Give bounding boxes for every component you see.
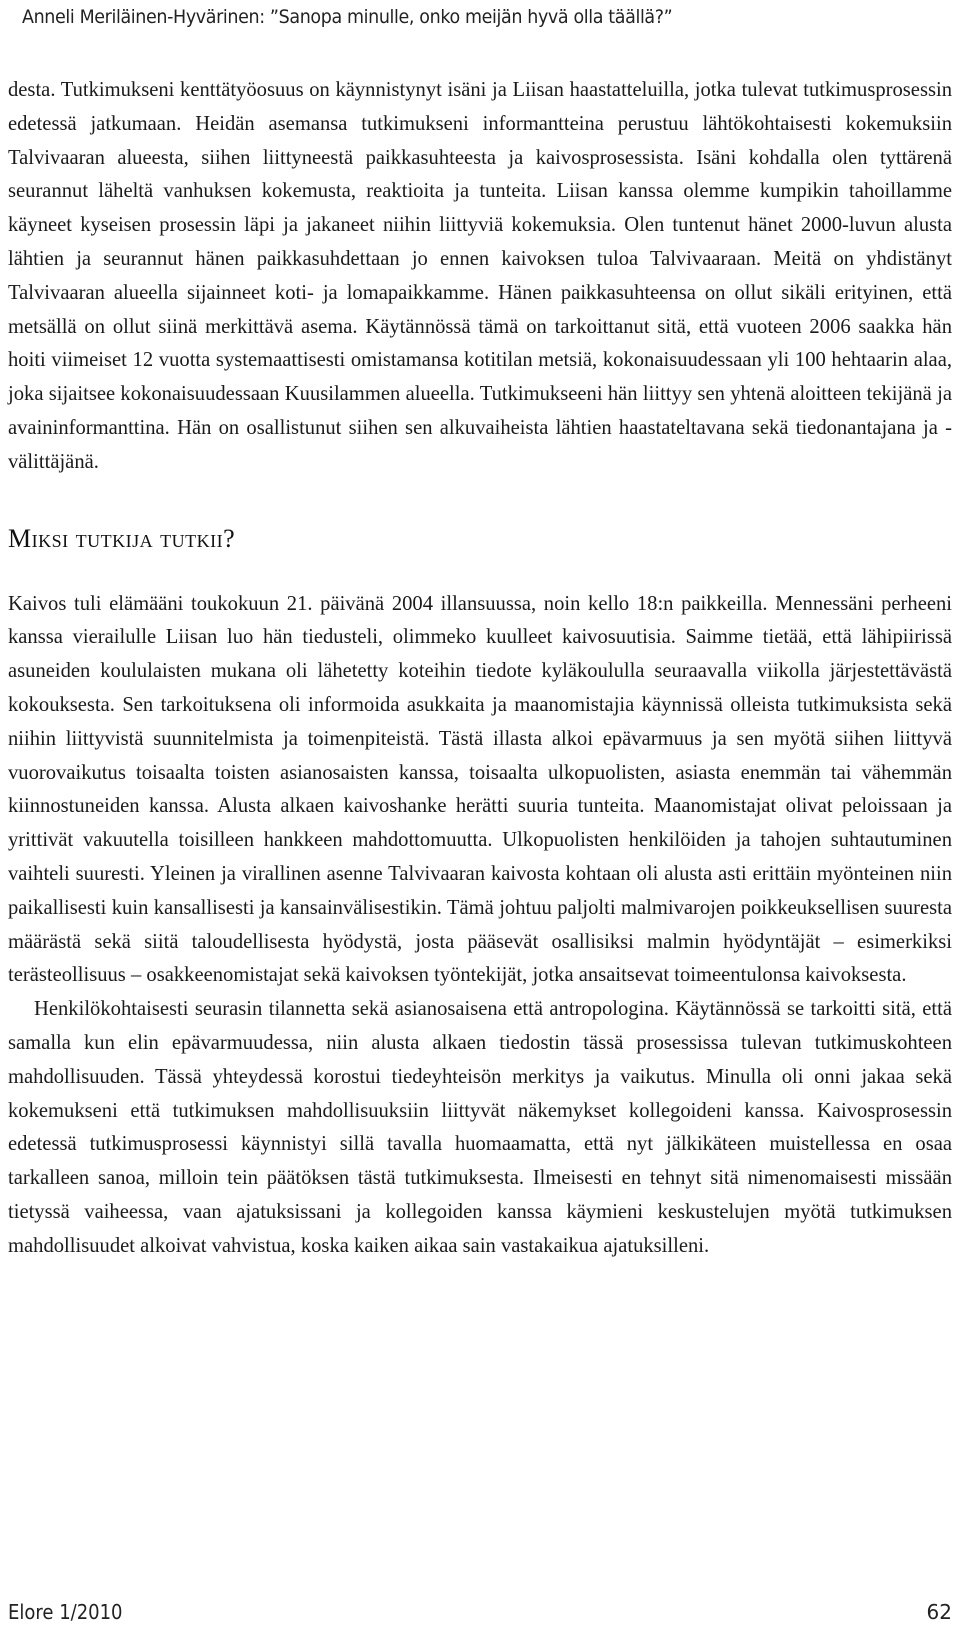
running-header: Anneli Meriläinen-Hyvärinen: ”Sanopa minulle, onko meijän hyvä olla täällä?” <box>22 6 673 28</box>
article-body <box>8 74 952 1264</box>
body-paragraph: Henkilökohtaisesti seurasin tilannetta sekä asianosaisena että antropologina. Käytännössä se tarkoitti sitä, että samalla kun elin epävarmuudessa, niin alusta alkaen tiedostin tässä prosessissa tulevan tutkimuskohteen mahdollisuuden. Tässä yhteydessä korostui tiedeyhteisön merkitys ja vaikutus. Minulla oli onni jakaa sekä kokemukseni että tutkimuksen mahdollisuuksiin liittyvät näkemykset kollegoideni kanssa. Kaivosprosessin edetessä tutkimusprosessi käynnistyi sillä tavalla huomaamatta, että nyt jälkikäteen muistellessa en osaa tarkalleen sanoa, milloin tein päätöksen tästä tutkimuksesta. Ilmeisesti en tehnyt sitä nimenomaisesti missään tietyssä vaiheessa, vaan ajatuksissani ja kollegoiden kanssa käymieni keskustelujen myötä tutkimuksen mahdollisuudet alkoivat vahvistua, koska kaiken aikaa sain vastakaikua ajatuksilleni. <box>8 998 952 1257</box>
section-heading: Miksi tutkija tutkii? <box>8 523 236 553</box>
body-paragraph: desta. Tutkimukseni kenttätyöosuus on käynnistynyt isäni ja Liisan haastatteluilla, jotka tulevat tutkimusprosessin edetessä jatkumaan. Heidän asemansa tutkimukseni informantteina perustuu lähtökohtaisesti kokemuksiin Talvivaaran alueesta, siihen liittyneestä paikkasuhteesta ja kaivosprosessista. Isäni kohdalla olen tyttärenä seurannut läheltä vanhuksen kokemusta, reaktioita ja tunteita. Liisan kanssa olemme kumpikin tahoillamme käyneet kyseisen prosessin läpi ja jakaneet niihin liittyviä kokemuksia. Olen tuntenut hänet 2000-luvun alusta lähtien ja seurannut hänen paikkasuhdettaan jo ennen kaivoksen tuloa Talvivaaraan. Meitä on yhdistänyt Talvivaaran alueella sijainneet koti- ja lomapaikkamme. Hänen paikkasuhteensa on ollut sikäli erityinen, että metsällä on ollut siinä merkittävä asema. Käytännössä tämä on tarkoittanut sitä, että vuoteen 2006 saakka hän hoiti viimeiset 12 vuotta systemaattisesti omistamansa kotitilan metsiä, kokonaisuudessaan yli 100 hehtaarin alaa, joka sijaitsee kokonaisuudessaan Kuusilammen alueella. Tutkimukseeni hän liittyy sen yhtenä aloitteen tekijänä ja avaininformanttina. Hän on osallistunut siihen sen alkuvaiheista lähtien haastateltavana sekä tiedonantajana ja -välittäjänä. <box>8 79 952 473</box>
journal-issue: Elore 1/2010 <box>8 1600 123 1624</box>
body-paragraph: Kaivos tuli elämääni toukokuun 21. päivänä 2004 illansuussa, noin kello 18:n paikkeilla. Mennessäni perheeni kanssa vierailulle Liisan luo hän tiedusteli, olimmeko kuulleet kaivosuutisia. Saimme tietää, että lähipiirissä asuneiden koululaisten mukana oli lähetetty koteihin tiedote kyläkoululla seuraavalla viikolla järjestettävästä kokouksesta. Sen tarkoituksena oli informoida asukkaita ja maanomistajia käynnissä olleista tutkimuksista sekä niihin liittyvistä suunnitelmista ja toimenpiteistä. Tästä illasta alkoi epävarmuus ja sen myötä siihen liittyvä vuorovaikutus toisaalta toisten asianosaisten kanssa, toisaalta ulkopuolisten, asiasta enemmän tai vähemmän kiinnostuneiden kanssa. Alusta alkaen kaivoshanke herätti suuria tunteita. Maanomistajat olivat peloissaan ja yrittivät vakuutella toisilleen hankkeen mahdottomuutta. Ulkopuolisten henkilöiden ja tahojen suhtautuminen vaihteli suuresti. Yleinen ja virallinen asenne Talvivaaran kaivosta kohtaan oli alusta asti erittäin myönteinen niin paikallisesti kuin kansallisesti ja kansainvälisestikin. Tämä johtuu paljolti malmivarojen poikkeuksellisen suuresta määrästä sekä siitä taloudellisesta hyödystä, josta pääsevät osallisiksi malmin hyödyntäjät – esimerkiksi terästeollisuus – osakkeenomistajat sekä kaivoksen työntekijät, jotka ansaitsevat toimeentulonsa kaivoksesta. <box>8 592 952 987</box>
page-number: 62 <box>926 1600 952 1624</box>
